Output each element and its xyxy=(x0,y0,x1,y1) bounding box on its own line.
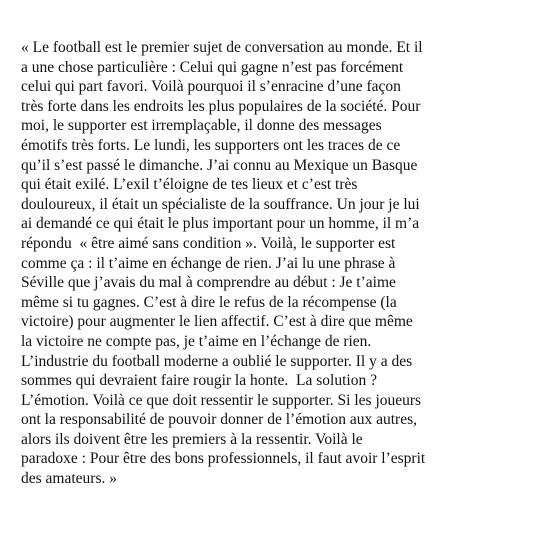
quote-text-block xyxy=(21,38,531,489)
text-line: Séville que j’avais du mal à comprendre au début : Je t’aime xyxy=(21,274,396,292)
text-line: ai demandé ce qui était le plus important pour un homme, il m’a xyxy=(21,215,420,233)
text-line: « Le football est le premier sujet de conversation au monde. Et il xyxy=(21,39,423,56)
text-line: L’émotion. Voilà ce que doit ressentir le supporter. Si les joueurs xyxy=(21,391,422,409)
text-line: même si tu gagnes. C’est à dire le refus de la récompense (la xyxy=(21,293,397,311)
text-line: alors ils doivent être les premiers à la ressentir. Voilà le xyxy=(21,430,363,448)
text-line: qu’il s’est passé le dimanche. J’ai connu au Mexique un Basque xyxy=(21,156,418,174)
text-line: moi, le supporter est irremplaçable, il donne des messages xyxy=(21,117,382,135)
text-line: douloureux, il était un spécialiste de la souffrance. Un jour je lui xyxy=(21,195,420,213)
text-line: répondu « être aimé sans condition ». Voilà, le supporter est xyxy=(21,234,396,252)
text-line: victoire) pour augmenter le lien affectif. C’est à dire que même xyxy=(21,313,413,331)
text-line: L’industrie du football moderne a oublié le supporter. Il y a des xyxy=(21,352,413,370)
text-line: la victoire ne compte pas, je t’aime en l’échange de rien. xyxy=(21,332,372,350)
text-line: paradoxe : Pour être des bons professionnels, il faut avoir l’esprit xyxy=(21,450,426,468)
text-line: comme ça : il t’aime en échange de rien. J’ai lu une phrase à xyxy=(21,254,396,272)
text-line: des amateurs. » xyxy=(21,470,117,488)
text-line: ont la responsabilité de pouvoir donner de l’émotion aux autres, xyxy=(21,411,418,429)
text-line: sommes qui devraient faire rougir la honte. La solution ? xyxy=(21,372,377,390)
text-line: qui était exilé. L’exil t’éloigne de tes lieux et c’est très xyxy=(21,176,358,194)
text-line: émotifs très forts. Le lundi, les supporters ont les traces de ce xyxy=(21,136,401,154)
text-line: celui qui part favori. Voilà pourquoi il s’enracine d’une façon xyxy=(21,78,401,96)
text-line: a une chose particulière : Celui qui gagne n’est pas forcément xyxy=(21,58,404,76)
text-line: très forte dans les endroits les plus populaires de la société. Pour xyxy=(21,97,421,115)
